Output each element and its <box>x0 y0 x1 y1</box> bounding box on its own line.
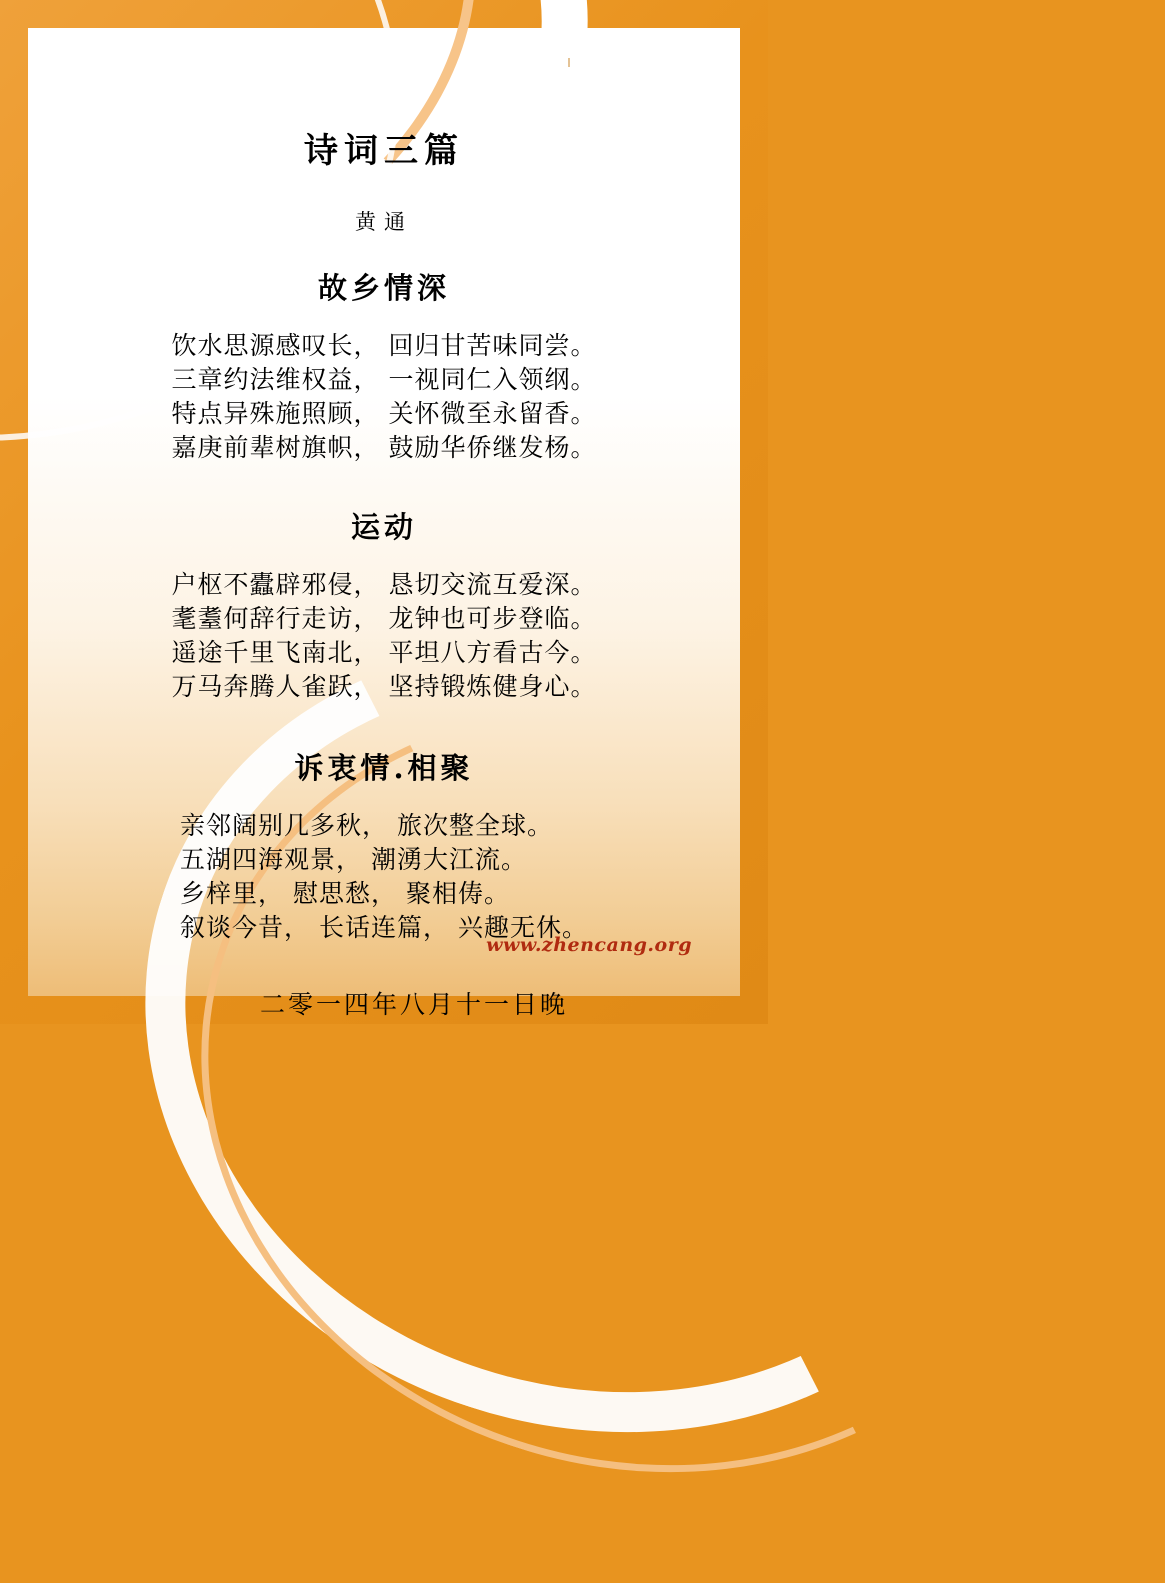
poem-line: 乡梓里， 慰思愁， 聚相俦。 <box>180 879 510 908</box>
poem-line: 亲邻阔别几多秋， 旅次整全球。 <box>180 811 553 840</box>
page-title: 诗词三篇 <box>304 131 464 171</box>
poem-line: 遥途千里飞南北， 平坦八方看古今。 <box>171 638 597 667</box>
author-name: 黄通 <box>355 210 413 234</box>
composition-date: 二零一四年八月十一日晚 <box>259 990 568 1019</box>
poem-line: 万马奔腾人雀跃， 坚持锻炼健身心。 <box>171 672 597 701</box>
poster-page <box>0 0 768 1024</box>
poem-body <box>180 809 588 945</box>
website-watermark: www.zhencang.org <box>486 934 692 956</box>
paper-sheet <box>28 28 740 1019</box>
poem-line: 三章约法维权益， 一视同仁入领纲。 <box>171 365 597 394</box>
poem-line: 饮水思源感叹长， 回归甘苦味同尝。 <box>171 331 597 360</box>
poem-section <box>28 746 740 945</box>
poem-line: 嘉庚前辈树旗帜， 鼓励华侨继发杨。 <box>171 433 597 462</box>
poem-title: 故乡情深 <box>317 271 450 305</box>
poem-line: 特点异殊施照顾， 关怀微至永留香。 <box>171 399 597 428</box>
poem-section <box>28 266 740 465</box>
poem-line: 耄耋何辞行走访， 龙钟也可步登临。 <box>171 604 597 633</box>
poem-line: 户枢不蠹辟邪侵， 恳切交流互爱深。 <box>171 570 597 599</box>
poem-title: 诉衷情.相聚 <box>294 751 474 785</box>
poem-line: 五湖四海观景， 潮湧大江流。 <box>180 845 527 874</box>
document-content <box>28 28 740 1019</box>
poem-line: 叙谈今昔， 长话连篇， 兴趣无休。 <box>180 913 588 942</box>
poem-body <box>172 329 597 465</box>
poem-title: 运动 <box>350 510 417 544</box>
poem-body <box>172 568 597 704</box>
poem-section <box>28 505 740 704</box>
